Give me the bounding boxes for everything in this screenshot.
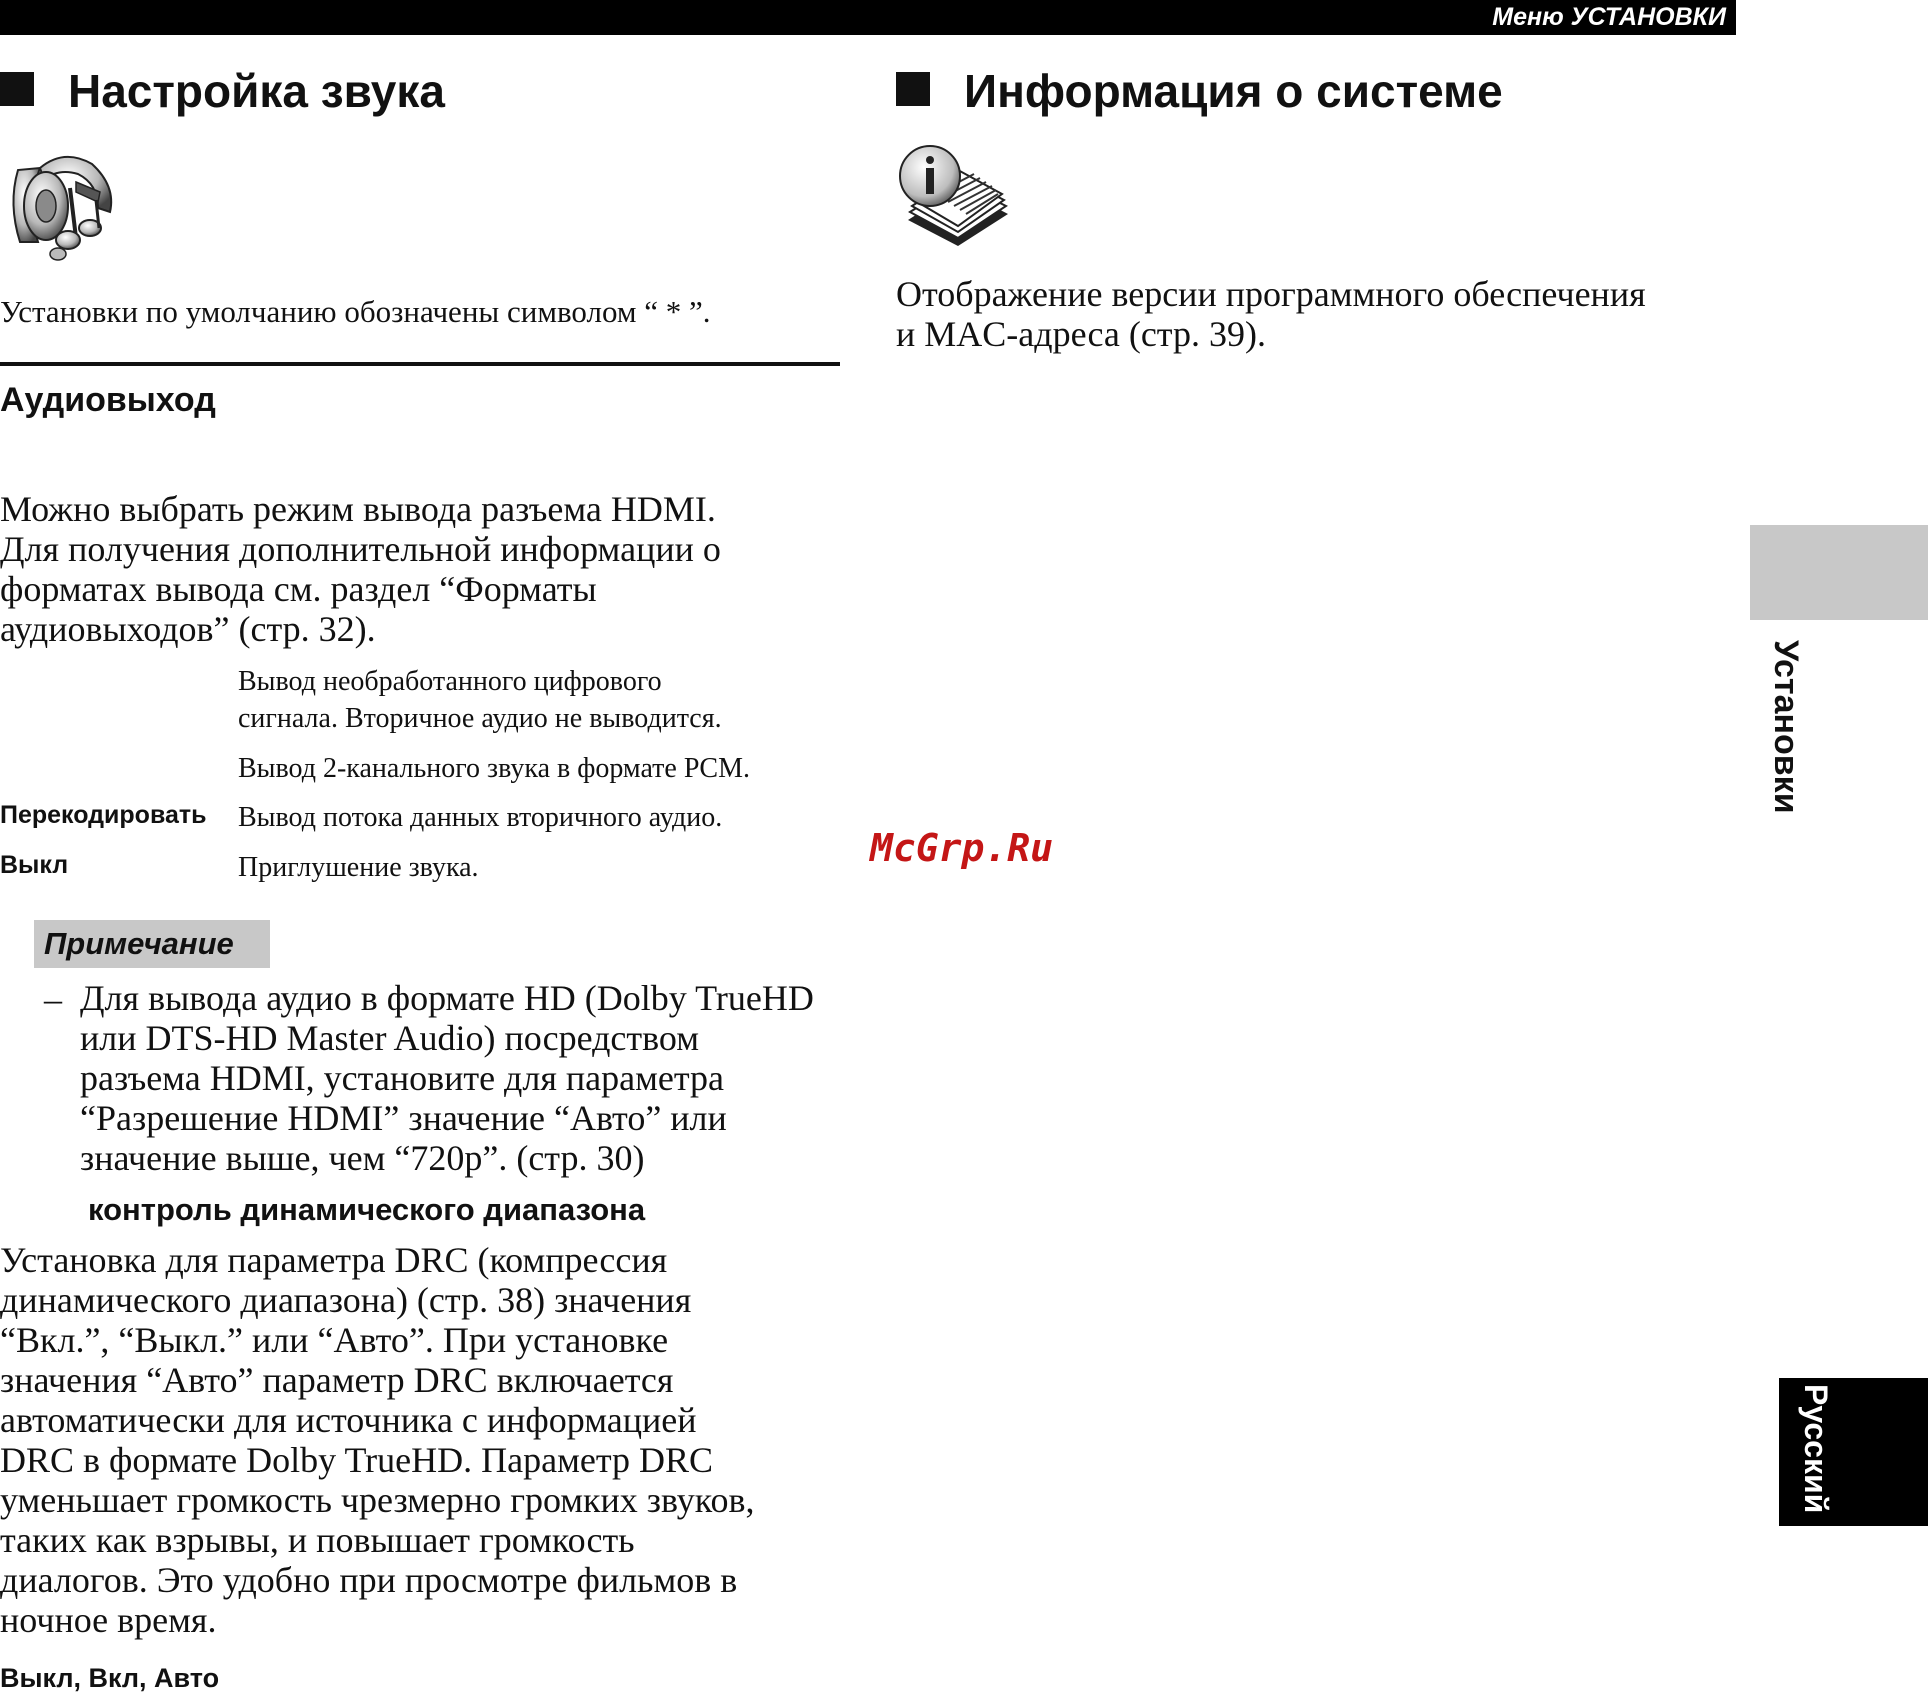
note-tag: Примечание <box>34 920 270 968</box>
sound-settings-title-text: Настройка звука <box>68 65 445 117</box>
info-documents-icon <box>896 142 1014 260</box>
drc-heading: контроль динамического диапазона <box>88 1192 646 1227</box>
note-text <box>80 978 814 1178</box>
system-info-line: Отображение версии программного обеспечения <box>896 274 1646 314</box>
drc-description <box>0 1240 754 1640</box>
drc-line: DRC в формате Dolby TrueHD. Параметр DRC <box>0 1440 714 1480</box>
note-line: Для вывода аудио в формате HD (Dolby TrueHD <box>80 978 814 1018</box>
option-desc-line: сигнала. Вторичное аудио не выводится. <box>238 703 722 734</box>
drc-line: динамического диапазона) (стр. 38) значения <box>0 1280 692 1320</box>
option-desc <box>238 750 750 787</box>
audio-output-heading: Аудиовыход <box>0 381 216 419</box>
drc-line: “Вкл.”, “Выкл.” или “Авто”. При установке <box>0 1320 669 1360</box>
drc-line: Установка для параметра DRC (компрессия <box>0 1240 668 1280</box>
description-line: аудиовыходов” (стр. 32). <box>0 609 376 649</box>
description-line: Можно выбрать режим вывода разъема HDMI. <box>0 489 716 529</box>
drc-line: значения “Авто” параметр DRC включается <box>0 1360 674 1400</box>
section-divider <box>0 362 840 366</box>
option-desc-line: Вывод 2-канального звука в формате PCM. <box>238 753 750 784</box>
note-line: “Разрешение HDMI” значение “Авто” или <box>80 1098 727 1138</box>
system-info-description <box>896 274 1646 354</box>
header-bar <box>0 0 1736 35</box>
note-dash: – <box>44 979 62 1019</box>
defaults-note: Установки по умолчанию обозначены символом “ * ”. <box>0 294 711 329</box>
drc-line: диалогов. Это удобно при просмотре фильмов в <box>0 1560 738 1600</box>
category-tab <box>1750 525 1928 620</box>
option-desc <box>238 799 722 836</box>
description-line: форматах вывода см. раздел “Форматы <box>0 569 597 609</box>
menu-label: Меню УСТАНОВКИ <box>1492 3 1726 31</box>
drc-line: таких как взрывы, и повышает громкость <box>0 1520 635 1560</box>
drc-values: Выкл, Вкл, Авто <box>0 1663 220 1693</box>
sound-settings-title <box>0 66 445 117</box>
watermark: McGrp.Ru <box>870 826 1054 870</box>
option-desc-line: Вывод необработанного цифрового <box>238 666 662 697</box>
option-desc-line: Вывод потока данных вторичного аудио. <box>238 802 723 833</box>
option-name-transcode: Перекодировать <box>0 801 207 829</box>
drc-line: уменьшает громкость чрезмерно громких звуков, <box>0 1480 755 1520</box>
option-desc <box>238 663 722 737</box>
square-bullet-icon <box>0 72 34 106</box>
note-line: или DTS-HD Master Audio) посредством <box>80 1018 699 1058</box>
speaker-music-icon <box>0 142 125 267</box>
drc-line: ночное время. <box>0 1600 217 1640</box>
system-info-title-text: Информация о системе <box>964 65 1503 117</box>
language-label: Русский <box>1798 1384 1834 1514</box>
square-bullet-icon <box>896 72 930 106</box>
option-desc <box>238 849 479 886</box>
note-line: разъема HDMI, установите для параметра <box>80 1058 725 1098</box>
audio-output-description <box>0 489 721 649</box>
note-line: значение выше, чем “720p”. (стр. 30) <box>80 1138 645 1178</box>
category-label: Установки <box>1767 640 1805 814</box>
option-name-off: Выкл <box>0 851 69 879</box>
system-info-title <box>896 66 1503 117</box>
drc-line: автоматически для источника с информацией <box>0 1400 697 1440</box>
description-line: Для получения дополнительной информации о <box>0 529 721 569</box>
option-desc-line: Приглушение звука. <box>238 852 479 883</box>
system-info-line: и MAC-адреса (стр. 39). <box>896 314 1266 354</box>
